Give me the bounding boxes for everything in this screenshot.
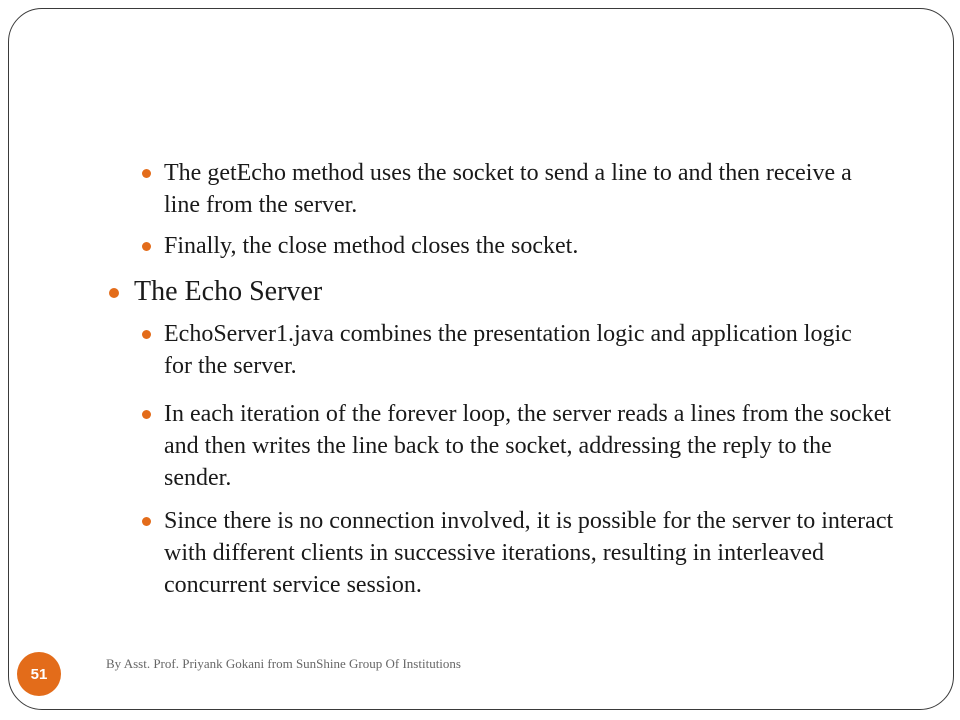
page-number-badge: 51 xyxy=(17,652,61,696)
bullet-text: Finally, the close method closes the socket. xyxy=(164,233,579,259)
bullet-dot-icon xyxy=(142,410,151,419)
bullet-dot-icon xyxy=(142,169,151,178)
bullet-item xyxy=(164,505,894,601)
footer-credit: By Asst. Prof. Priyank Gokani from SunShine Group Of Institutions xyxy=(106,656,461,671)
bullet-text: The getEcho method uses the socket to send a line to and then receive a line from the server. xyxy=(164,160,852,218)
bullet-dot-icon xyxy=(142,330,151,339)
bullet-item xyxy=(134,275,854,309)
bullet-item xyxy=(164,398,894,494)
bullet-dot-icon xyxy=(142,242,151,251)
bullet-item xyxy=(164,157,864,221)
bullet-dot-icon xyxy=(142,517,151,526)
section-heading: The Echo Server xyxy=(134,276,323,307)
bullet-item xyxy=(164,230,864,262)
bullet-text: In each iteration of the forever loop, the server reads a lines from the socket and then writes the line back to the socket, addressing the reply to the sender. xyxy=(164,401,892,491)
bullet-dot-icon xyxy=(109,288,119,298)
bullet-text: EchoServer1.java combines the presentation logic and application logic for the server. xyxy=(164,321,852,379)
bullet-item xyxy=(164,318,864,382)
bullet-text: Since there is no connection involved, it is possible for the server to interact with different clients in successive iterations, resulting in interleaved concurrent service session. xyxy=(164,508,894,598)
